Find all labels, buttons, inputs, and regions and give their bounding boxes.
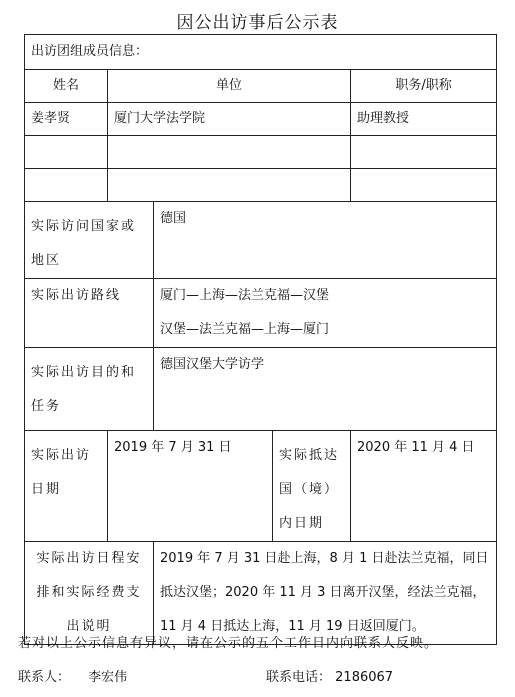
phone-number: 2186067 [335, 670, 394, 685]
contact-label: 联系人： [18, 670, 71, 685]
country-label: 实际访问国家或地区 [25, 202, 154, 279]
header-row [25, 70, 497, 103]
schedule-label: 实际出访日程安排和实际经费支出说明 [25, 542, 154, 645]
header-position: 职务/职称 [351, 70, 497, 103]
disclosure-table [24, 34, 497, 645]
country-value: 德国 [154, 202, 497, 279]
member-name [25, 136, 108, 169]
contact-person [18, 666, 127, 685]
header-name: 姓名 [25, 70, 108, 103]
route-line-outbound: 厦门—上海—法兰克福—汉堡 [160, 288, 330, 303]
contact-phone [266, 666, 393, 685]
members-label-row [25, 35, 497, 70]
header-unit: 单位 [108, 70, 351, 103]
member-position [351, 169, 497, 202]
member-name: 姜孝贤 [25, 103, 108, 136]
purpose-value: 德国汉堡大学访学 [154, 348, 497, 431]
phone-label: 联系电话： [266, 670, 332, 685]
member-position [351, 136, 497, 169]
country-row [25, 202, 497, 279]
route-value [154, 279, 497, 348]
schedule-value: 2019 年 7 月 31 日赴上海，8 月 1 日赴法兰克福，同日抵达汉堡；2020 年 11 月 3 日离开汉堡，经法兰克福，11 月 4 日抵达上海，11 月 19 日返回厦门。 [154, 542, 497, 645]
purpose-row [25, 348, 497, 431]
arrive-date-label: 实际抵达国（境）内日期 [273, 431, 351, 542]
schedule-row [25, 542, 497, 645]
members-label: 出访团组成员信息： [25, 35, 497, 70]
arrive-date-value: 2020 年 11 月 4 日 [351, 431, 497, 542]
route-label: 实际出访路线 [25, 279, 154, 348]
member-name [25, 169, 108, 202]
member-unit: 厦门大学法学院 [108, 103, 351, 136]
route-line-return: 汉堡—法兰克福—上海—厦门 [160, 322, 330, 337]
form-title: 因公出访事后公示表 [176, 13, 339, 33]
purpose-label: 实际出访目的和任务 [25, 348, 154, 431]
contact-name: 李宏伟 [88, 670, 128, 685]
objection-note: 若对以上公示信息有异议，请在公示的五个工作日内向联系人反映。 [18, 636, 439, 651]
member-row [25, 169, 497, 202]
dates-row [25, 431, 497, 542]
member-row [25, 136, 497, 169]
member-position: 助理教授 [351, 103, 497, 136]
member-unit [108, 136, 351, 169]
depart-date-label: 实际出访日期 [25, 431, 108, 542]
depart-date-value: 2019 年 7 月 31 日 [108, 431, 273, 542]
member-row [25, 103, 497, 136]
member-unit [108, 169, 351, 202]
route-row [25, 279, 497, 348]
